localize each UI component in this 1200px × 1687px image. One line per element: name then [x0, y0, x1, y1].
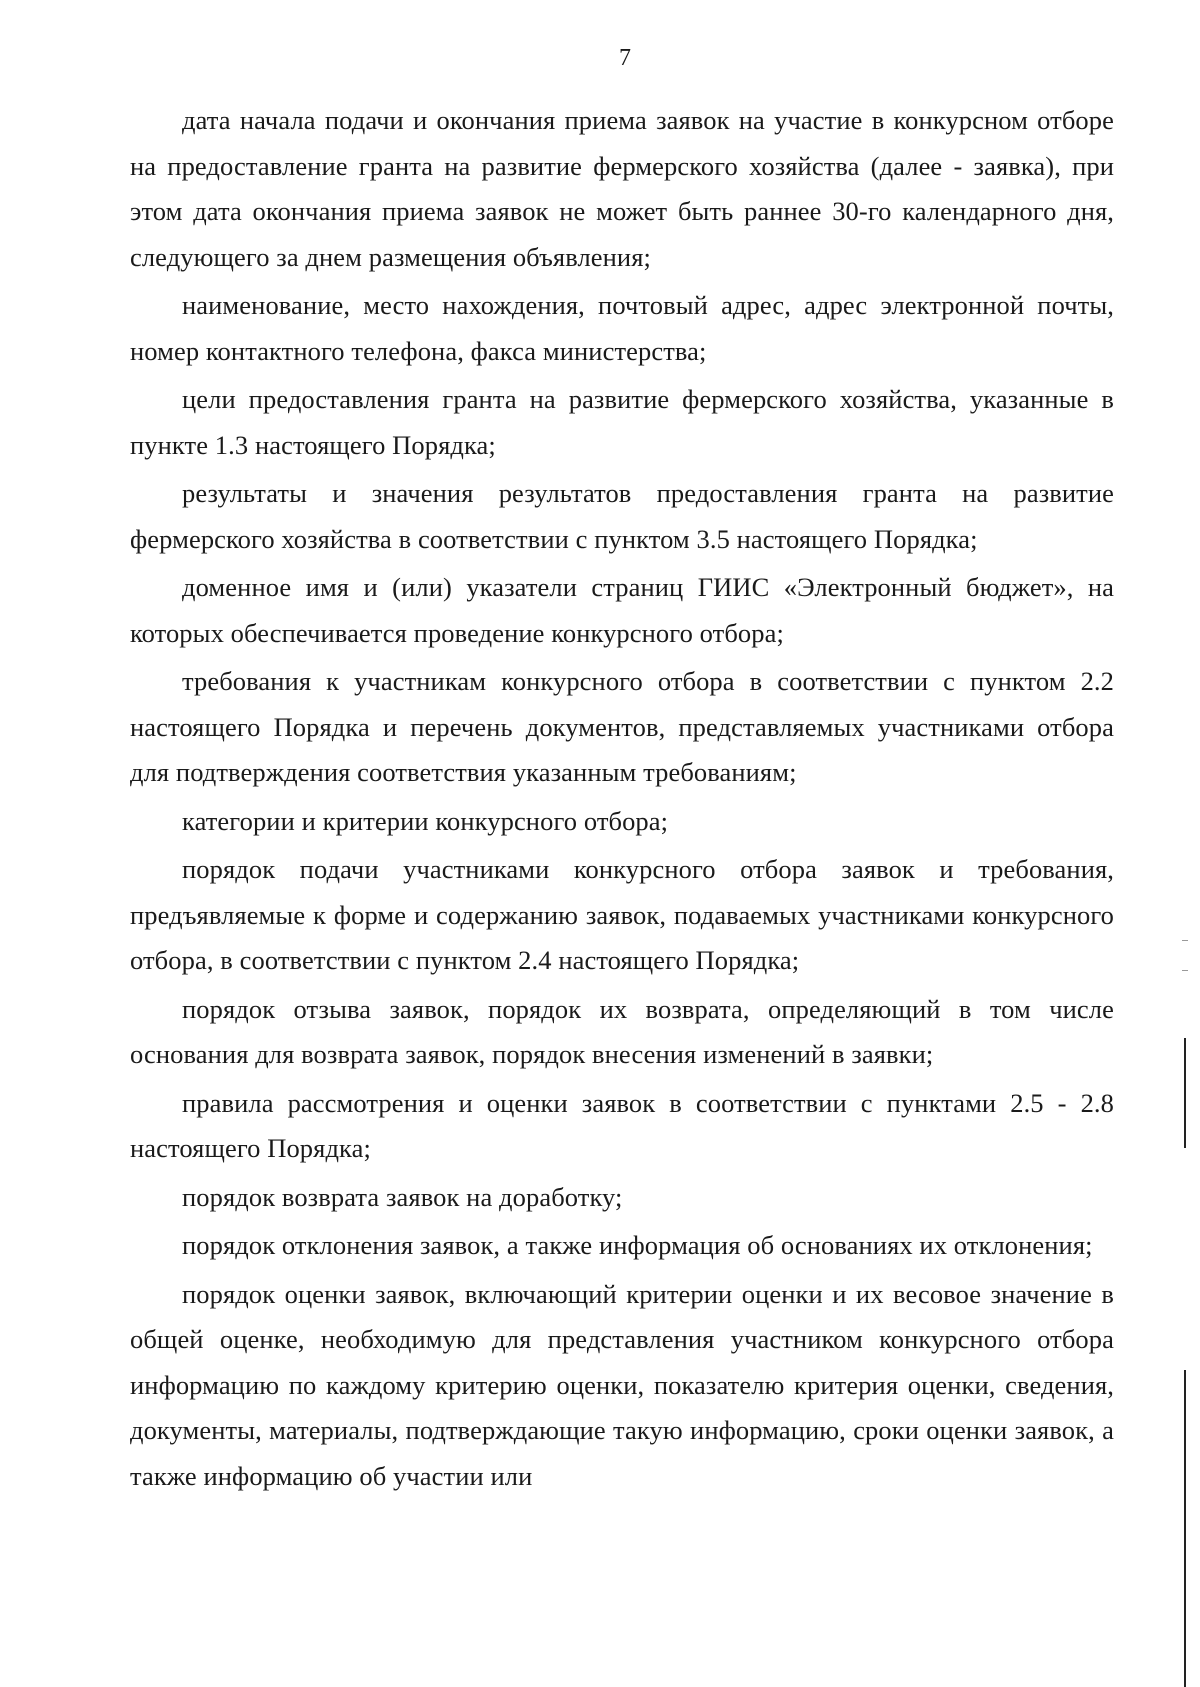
- scan-edge-tick: [1182, 940, 1188, 941]
- page-number: 7: [619, 45, 631, 71]
- paragraph-participant-requirements: требования к участникам конкурсного отбора в соответствии с пунктом 2.2 настоящего Порядка и перечень документов, представляемых участниками отбора для подтверждения соответствия указанным требованиям;: [130, 666, 1114, 787]
- paragraph-domain-name: доменное имя и (или) указатели страниц ГИИС «Электронный бюджет», на которых обеспечивается проведение конкурсного отбора;: [130, 572, 1114, 648]
- paragraph-evaluation-procedure: порядок оценки заявок, включающий критерии оценки и их весовое значение в общей оценке, необходимую для представления участником конкурсного отбора информацию по каждому критерию оценки, показателю критерия оценки, сведения, документы, материалы, подтверждающие такую информацию, сроки оценки заявок, а также информацию об участии или: [130, 1278, 1114, 1491]
- paragraph-review-rules: правила рассмотрения и оценки заявок в соответствии с пунктами 2.5 - 2.8 настоящего Порядка;: [130, 1087, 1114, 1163]
- paragraph-submission-procedure: порядок подачи участниками конкурсного отбора заявок и требования, предъявляемые к форме и содержанию заявок, подаваемых участниками конкурсного отбора, в соответствии с пунктом 2.4 настоящего Порядка;: [130, 854, 1114, 975]
- paragraph-grant-results: результаты и значения результатов предоставления гранта на развитие фермерского хозяйства в соответствии с пунктом 3.5 настоящего Порядка;: [130, 478, 1114, 554]
- document-body: [130, 98, 1114, 1502]
- paragraph-withdrawal-procedure: порядок отзыва заявок, порядок их возврата, определяющий в том числе основания для возврата заявок, порядок внесения изменений в заявки;: [130, 993, 1114, 1069]
- paragraph-categories-criteria: категории и критерии конкурсного отбора;: [182, 805, 669, 836]
- paragraph-rejection-procedure: порядок отклонения заявок, а также информация об основаниях их отклонения;: [182, 1230, 1093, 1260]
- scan-edge-tick: [1182, 970, 1188, 971]
- paragraph-ministry-contacts: наименование, место нахождения, почтовый адрес, адрес электронной почты, номер контактного телефона, факса министерства;: [130, 290, 1114, 366]
- scan-edge-mark: [1184, 1370, 1186, 1687]
- paragraph-application-dates: дата начала подачи и окончания приема заявок на участие в конкурсном отборе на предоставление гранта на развитие фермерского хозяйства (далее - заявка), при этом дата окончания приема заявок не может быть раннее 30-го календарного дня, следующего за днем размещения объявления;: [130, 105, 1114, 272]
- scan-edge-mark: [1184, 1038, 1186, 1148]
- paragraph-grant-goals: цели предоставления гранта на развитие фермерского хозяйства, указанные в пункте 1.3 настоящего Порядка;: [130, 384, 1114, 460]
- paragraph-return-for-revision: порядок возврата заявок на доработку;: [182, 1181, 623, 1212]
